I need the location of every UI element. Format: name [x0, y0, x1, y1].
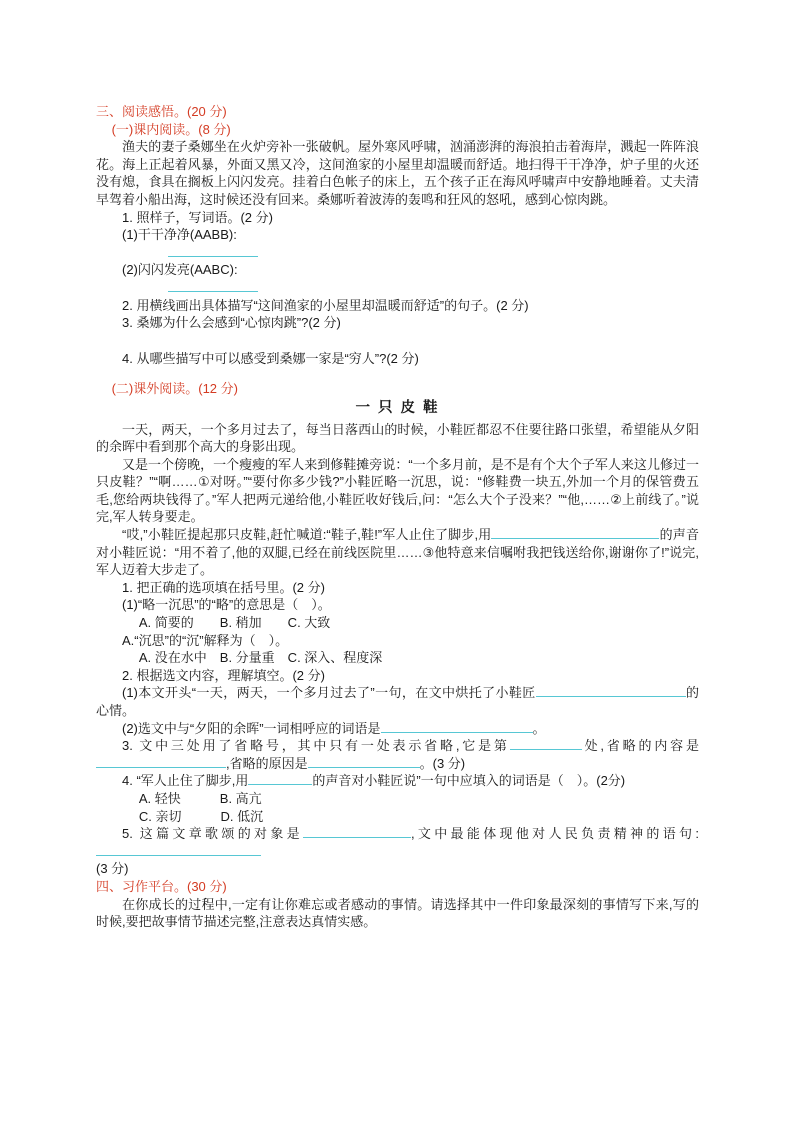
answer-blank-inline	[381, 720, 533, 733]
part2-q4-text-a: 4. “军人止住了脚步,用	[122, 773, 249, 789]
reading-passage-title: 一 只 皮 鞋	[355, 399, 440, 416]
part2-q4-options-row1: A. 轻快 B. 高亢	[138, 790, 262, 806]
part2-q3-text-d: 。(3 分)	[419, 755, 466, 771]
part2-q2-sub2-text-b: 。	[532, 720, 546, 736]
section-reading-heading: 三、阅读感悟。(20 分)	[96, 104, 227, 119]
part2-q2-sub1-text-a: (1)本文开头“一天，两天，一个多月过去了”一句，在文中烘托了小鞋匠	[122, 685, 536, 701]
part2-para3	[96, 526, 699, 579]
part1-heading: (一)课内阅读。(8 分)	[111, 121, 231, 137]
part2-q2: 2. 根据选文内容，理解填空。(2 分)	[122, 667, 325, 683]
answer-blank-inline	[491, 526, 659, 539]
part2-q2-sub2-text-a: (2)选文中与“夕阳的余晖”一词相呼应的词语是	[122, 720, 381, 736]
part1-q1: 1. 照样子，写词语。(2 分)	[122, 209, 273, 225]
part2-q5-text-b: ,文中最能体现他对人民负责精神的语句:	[410, 826, 699, 842]
part2-q5-score: (3 分)	[96, 861, 129, 877]
part2-q4-text-b: 的声音对小鞋匠说”一句中应填入的词语是（ ）。(2分)	[312, 773, 626, 789]
part2-q1: 1. 把正确的选项填在括号里。(2 分)	[122, 579, 325, 595]
part2-q1-sub1: (1)“略一沉思”的“略”的意思是（ ）。	[122, 597, 331, 613]
answer-blank-inline	[536, 684, 686, 697]
answer-blank-line	[168, 279, 258, 292]
part1-q3: 3. 桑娜为什么会感到“心惊肉跳”?(2 分)	[122, 315, 341, 331]
answer-blank-inline	[510, 737, 582, 750]
part2-q2-sub1-text-b: 的心情。	[96, 685, 699, 718]
part1-passage: 渔夫的妻子桑娜坐在火炉旁补一张破帆。屋外寒风呼啸，汹涌澎湃的海浪拍击着海岸，溅起一阵阵浪花。海上正起着风暴，外面又黑又冷，这间渔家的小屋里却温暖而舒适。地扫得干干净净，炉子里的火还没有熄，食具在搁板上闪闪发亮。挂着白色帐子的床上，五个孩子正在海风呼啸声中安静地睡着。丈夫清早驾着小船出海，这时候还没有回来。桑娜听着波涛的轰鸣和狂风的怒吼，感到心惊肉跳。	[96, 139, 699, 207]
answer-blank-inline	[308, 755, 420, 768]
writing-prompt: 在你成长的过程中,一定有让你难忘或者感动的事情。请选择其中一件印象最深刻的事情写下来,写的时候,要把故事情节描述完整,注意表达真情实感。	[96, 896, 699, 930]
part2-q2-sub2	[96, 720, 699, 738]
part1-q1-item2-answer-row	[96, 279, 699, 297]
part2-para3-text-a: “哎,”小鞋匠提起那只皮鞋,赶忙喊道:“鞋子,鞋!”军人止住了脚步,用	[122, 527, 492, 543]
part2-para3-text-b: 的声音对小鞋匠说：“用不着了,他的双腿,已经在前线医院里……③他特意来信嘱咐我把钱送给你,谢谢你了!”说完,军人迈着大步走了。	[96, 527, 699, 578]
answer-blank-line	[168, 244, 258, 257]
part1-q1-item1: (1)干干净净(AABB):	[122, 227, 237, 243]
answer-blank-inline	[96, 843, 261, 856]
section-writing-heading: 四、习作平台。(30 分)	[96, 878, 227, 894]
part2-q3-text-a: 3. 文中三处用了省略号，其中只有一处表示省略,它是第	[122, 738, 510, 754]
part2-q5-text-a: 5. 这篇文章歌颂的对象是	[122, 826, 303, 842]
part1-q1-item1-answer-row	[96, 244, 699, 262]
part2-heading: (二)课外阅读。(12 分)	[111, 381, 238, 397]
part2-para1: 一天，两天，一个多月过去了，每当日落西山的时候，小鞋匠都忍不住要往路口张望，希望能从夕阳的余晖中看到那个高大的身影出现。	[96, 421, 699, 455]
part2-q4	[96, 772, 699, 790]
part2-q5	[96, 825, 699, 860]
part2-q3-text-c: ,省略的原因是	[226, 755, 308, 771]
part2-q2-sub1	[96, 684, 699, 719]
part2-q4-options-row2: C. 亲切 D. 低沉	[138, 808, 264, 824]
part2-para2: 又是一个傍晚，一个瘦瘦的军人来到修鞋摊旁说：“一个多月前，是不是有个大个子军人来这儿修过一只皮鞋？”“啊……①对呀。”“要付你多少钱?”小鞋匠略一沉思，说：“修鞋费一块五,外加一个月的保管费五毛,您给两块钱得了。”军人把两元递给他,小鞋匠收好钱后,问：“怎么大个子没来？”“他,……②上前线了。”说完,军人转身要走。	[96, 456, 699, 525]
answer-blank-inline	[248, 772, 312, 785]
part1-q4: 4. 从哪些描写中可以感受到桑娜一家是“穷人”?(2 分)	[122, 350, 419, 366]
part2-q1-sub2: A.“沉思”的“沉”解释为（ ）。	[122, 632, 289, 648]
part2-q1-sub1-options: A. 简要的 B. 稍加 C. 大致	[138, 615, 331, 631]
part1-q1-item2: (2)闪闪发亮(AABC):	[122, 262, 238, 278]
answer-blank-inline	[303, 825, 411, 838]
part2-q3	[96, 737, 699, 772]
part1-q2: 2. 用横线画出具体描写“这间渔家的小屋里却温暖而舒适”的句子。(2 分)	[122, 297, 529, 313]
part2-q3-text-b: 处,省略的内容是	[581, 738, 699, 754]
answer-blank-inline	[96, 755, 226, 768]
part2-q1-sub2-options: A. 没在水中 B. 分量重 C. 深入、程度深	[138, 650, 383, 666]
